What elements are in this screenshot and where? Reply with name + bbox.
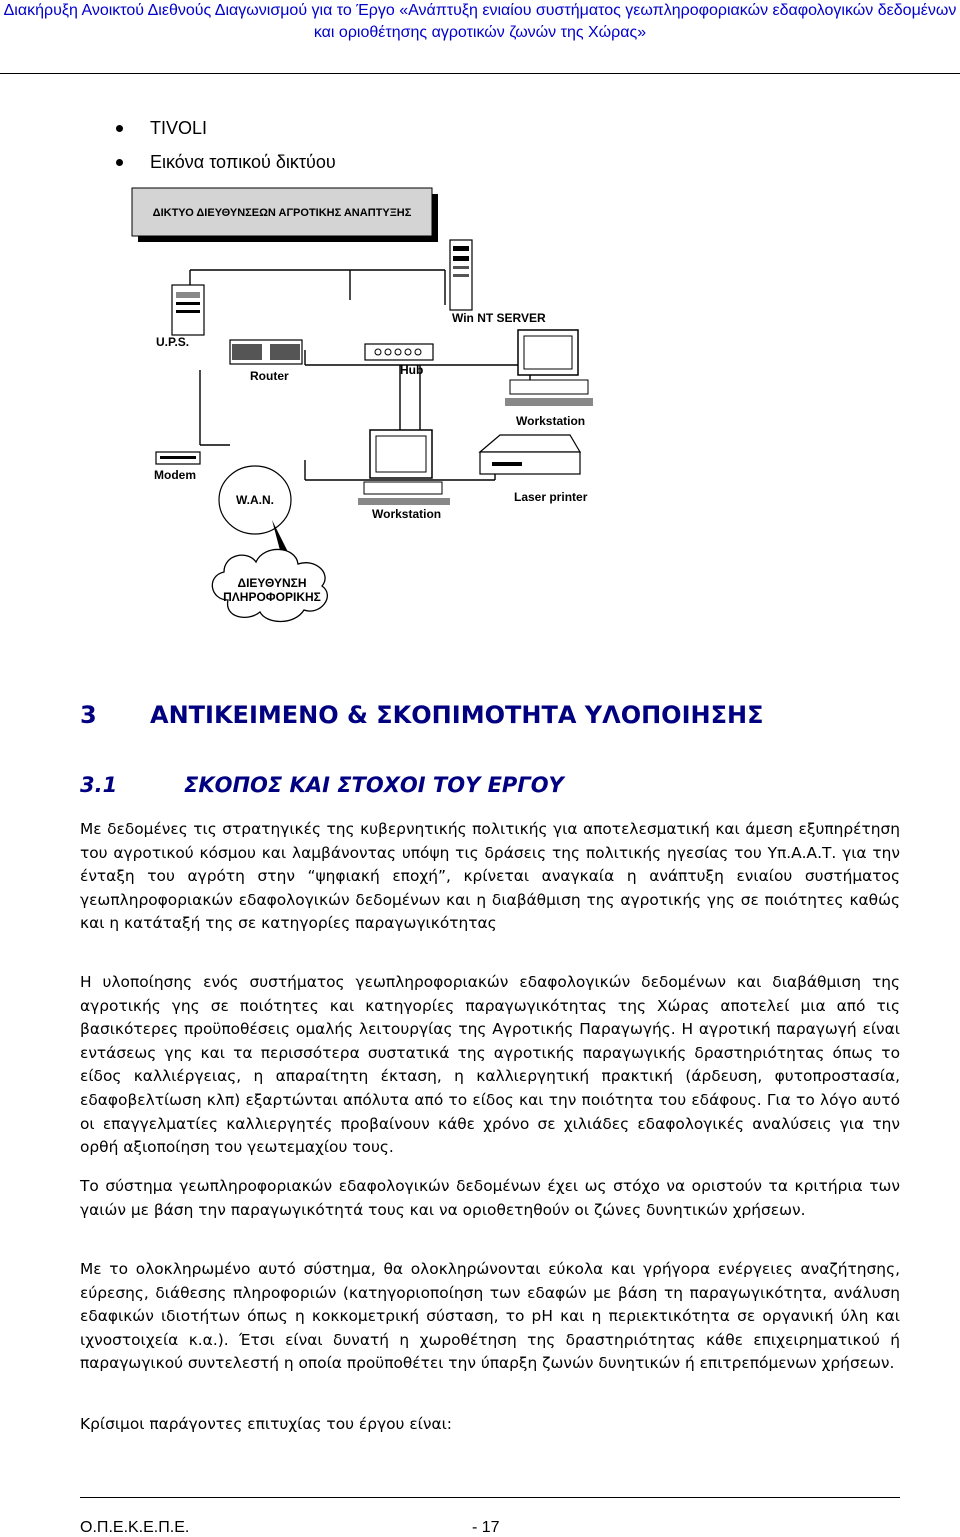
workstation-top-device (505, 330, 593, 406)
paragraph-5: Κρίσιμοι παράγοντες επιτυχίας του έργου είναι: (80, 1415, 452, 1433)
local-network-diagram (120, 180, 620, 630)
section-title: ΑΝΤΙΚΕΙΜΕΝΟ & ΣΚΟΠΙΜΟΤΗΤΑ ΥΛΟΠΟΙΗΣΗΣ (150, 701, 764, 729)
paragraph-4: Με το ολοκληρωμένο αυτό σύστημα, θα ολοκληρώνονται εύκολα και γρήγορα ενέργειες αναζήτησης, εύρεσης, διάθεσης πληροφοριών (κατηγοριοποίηση των εδαφών με βάση τη παραγωγικότητα, ανάλυση εδαφικών ιδιοτήτων όπως η κοκκομετρική σύσταση, το pH και η περιεκτικότητα σε οργανική ύλη και ιχνοστοιχεία κ.α.). Έτσι είναι δυνατή η χωροθέτηση της δραστηριότητας κάθε επιχειρηματικού ή παραγωγικού συντελεστή η οποία προϋποθέτει την ύπαρξη ζωνών δυνητικών ή επιτρεπόμενων χρήσεων. (80, 1260, 900, 1373)
subsection-heading (80, 773, 564, 797)
bullet-item-tivoli (108, 116, 336, 150)
workstation-bottom-device (358, 430, 450, 505)
modem-device (156, 452, 200, 464)
router-device (230, 340, 302, 364)
section-number: 3 (80, 701, 97, 729)
header-line-1: Διακήρυξη Ανοικτού Διεθνούς Διαγωνισμού για το Έργο «Ανάπτυξη ενιαίου συστήματος γεωπληροφοριακών εδαφολογικών δεδομένων (3, 2, 957, 19)
header-rule (0, 73, 960, 74)
bullet-item-network-image (108, 150, 336, 184)
footer-organization: Ο.Π.Ε.Κ.Ε.Π.Ε. (80, 1519, 190, 1536)
paragraph-3: Το σύστημα γεωπληροφοριακών εδαφολογικών δεδομένων έχει ως στόχο να οριστούν τα κριτήρια των γαιών με βάση την παραγωγικότητά τους και να οριοθετηθούν οι ζώνες δυνητικών χρήσεων. (80, 1177, 900, 1219)
server-device (450, 240, 472, 310)
bullet-list (108, 116, 336, 184)
subsection-number: 3.1 (80, 773, 118, 797)
cloud-label-line-2: ΠΛΗΡΟΦΟΡΙΚΗΣ (223, 590, 321, 604)
network-links (190, 270, 530, 480)
server-label: Win NT SERVER (452, 311, 546, 325)
bullet-text: TIVOLI (150, 118, 208, 138)
subsection-title: ΣΚΟΠΟΣ ΚΑΙ ΣΤΟΧΟΙ ΤΟΥ ΕΡΓΟΥ (184, 773, 564, 797)
laser-printer-device (480, 435, 580, 474)
ups-device (172, 285, 204, 335)
paragraph-1: Με δεδομένες τις στρατηγικές της κυβερνητικής πολιτικής για αποτελεσματική και άμεση εξυπηρέτηση του αγροτικού κόσμου και λαμβάνοντας υπόψη τις δράσεις της πολιτικής ηγεσίας του Υπ.Α.Α.Τ. για την ένταξη του αγρότη στην “ψηφιακή εποχή”, κρίνεται αναγκαία η ανάπτυξη ενιαίου συστήματος γεωπληροφοριακών εδαφολογικών δεδομένων και η διαβάθμιση της αγροτικής γης σε ποιότητες καθώς και η κατάταξή της σε κατηγορίες παραγωγικότητας (80, 820, 900, 933)
bullet-text: Εικόνα τοπικού δικτύου (150, 152, 336, 172)
paragraph-2: Η υλοποίησης ενός συστήματος γεωπληροφοριακών εδαφολογικών δεδομένων και διαβάθμιση της αγροτικής γης σε ποιότητες και κατηγορίες παραγωγικότητας της Χώρας αποτελεί μια από τις βασικότερες προϋποθέσεις ομαλής λειτουργίας της Αγροτικής Παραγωγής. Η αγροτική παραγωγή είναι εντάσεως γης και τα περισσότερα συστατικά της αγροτικής παραγωγικής δραστηριότητας όπως το είδος καλλιέργειας, η απαραίτητη έκταση, η καλλιεργητική πρακτική (άρδευση, φυτοπροστασία, εδαφοβελτίωση κλπ) εξαρτώνται απόλυτα από το είδος και την ποιότητα του εδάφους. Για το λόγο αυτό οι επαγγελματίες καλλιεργητές προβαίνουν κάθε χρόνο σε χιλιάδες εδαφολογικές αναλύσεις για την ορθή αξιοποίηση του γεωτεμαχίου τους. (80, 973, 900, 1157)
router-label: Router (250, 369, 289, 383)
hub-device (365, 344, 433, 360)
hub-label: Hub (400, 363, 424, 377)
ups-label: U.P.S. (156, 335, 190, 349)
footer-rule (80, 1497, 900, 1498)
banner-text: ΔΙΚΤΥΟ ΔΙΕΥΘΥΝΣΕΩΝ ΑΓΡΟΤΙΚΗΣ ΑΝΑΠΤΥΞΗΣ (152, 207, 412, 219)
page-number: - 17 (472, 1519, 500, 1536)
wan-label: W.A.N. (236, 493, 274, 507)
workstation-top-label: Workstation (516, 414, 586, 428)
bullet-dot-icon (116, 125, 123, 132)
modem-label: Modem (154, 468, 196, 482)
document-header (0, 0, 960, 44)
bullet-dot-icon (116, 159, 123, 166)
workstation-bottom-label: Workstation (372, 507, 442, 521)
header-line-2: και οριοθέτησης αγροτικών ζωνών της Χώρας» (313, 24, 647, 41)
cloud-label-line-1: ΔΙΕΥΘΥΝΣΗ (237, 576, 307, 590)
section-heading (80, 701, 763, 729)
printer-label: Laser printer (514, 490, 588, 504)
